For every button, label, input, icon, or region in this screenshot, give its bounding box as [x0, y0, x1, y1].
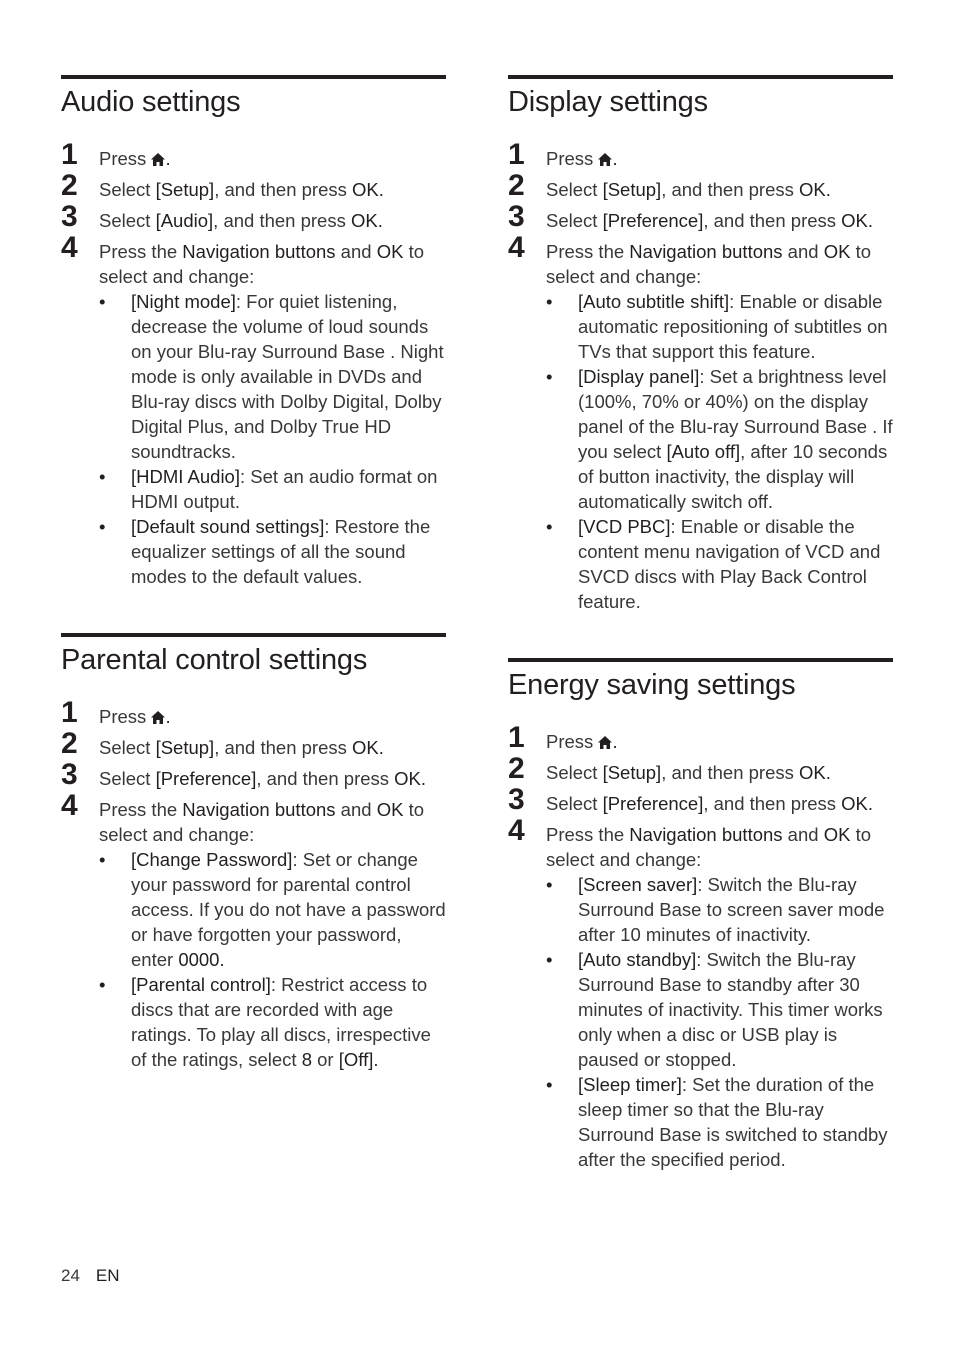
bullet: •	[99, 974, 106, 995]
option-sleep-timer: • [Sleep timer]: Set the duration of the sleep timer so that the Blu-ray Surround Base is switched to standby after the specified period.	[546, 1074, 888, 1170]
bullet: •	[99, 291, 106, 312]
home-icon	[598, 736, 612, 749]
section-title: Energy saving settings	[508, 669, 796, 701]
step-2: 2 Select [Setup], and then press OK.	[61, 727, 384, 760]
option-night-mode: • [Night mode]: For quiet listening, decrease the volume of loud sounds on your Blu-ray Surround Base . Night mode is only available in DVDs and Blu-ray discs with Dolby Digital, Dolby Digital Plus, and Dolby True HD soundtracks.	[99, 291, 444, 462]
step-1: 1 Press .	[61, 138, 171, 171]
audio-settings-section	[61, 75, 446, 595]
step-number: 3	[61, 200, 78, 233]
step-number: 1	[508, 721, 525, 754]
step-number: 4	[508, 231, 525, 264]
option-parental-control: • [Parental control]: Restrict access to discs that are recorded with age ratings. To play all discs, irrespective of the ratings, select 8 or [Off].	[99, 974, 431, 1070]
option-hdmi-audio: • [HDMI Audio]: Set an audio format on HDMI output.	[99, 466, 438, 512]
option-display-panel: • [Display panel]: Set a brightness level (100%, 70% or 40%) on the display panel of the Blu-ray Surround Base . If you select [Auto off], after 10 seconds of button inactivity, the display will automatically switch off.	[546, 366, 893, 512]
step-number: 2	[508, 169, 525, 202]
step-3: 3 Select [Preference], and then press OK.	[508, 783, 874, 816]
option-auto-subtitle-shift: • [Auto subtitle shift]: Enable or disable automatic repositioning of subtitles on TVs that support this feature.	[546, 291, 888, 362]
step-4: 4 Press the Navigation buttons and OK to select and change: • [Auto subtitle shift]: Enable or disable automatic repositioning of subtitles on TVs that support this feature. • [Display panel]: Set a brightness level (100%, 70% or 40%) on the display panel of the Blu-ray Surround Base . If you select [Auto off], after 10 seconds of button inactivity, the display will automatically switch off. • [VCD PBC]: Enable or disable the content menu navigation of VCD and SVCD discs with Play Back Control feature.	[508, 231, 893, 612]
options-list	[99, 289, 446, 589]
bullet: •	[546, 366, 553, 387]
step-number: 2	[61, 727, 78, 760]
step-number: 4	[61, 231, 78, 264]
step-number: 1	[61, 696, 78, 729]
bullet: •	[99, 516, 106, 537]
options-list	[546, 289, 893, 614]
step-number: 3	[508, 200, 525, 233]
step-2: 2 Select [Setup], and then press OK.	[508, 752, 831, 785]
energy-saving-section	[508, 658, 893, 1178]
steps-list	[61, 138, 446, 589]
option-auto-standby: • [Auto standby]: Switch the Blu-ray Surround Base to standby after 30 minutes of inactivity. This timer works only when a disc or USB play is paused or stopped.	[546, 949, 883, 1070]
option-screen-saver: • [Screen saver]: Switch the Blu-ray Surround Base to screen saver mode after 10 minutes of inactivity.	[546, 874, 885, 945]
step-2: 2 Select [Setup], and then press OK.	[61, 169, 384, 202]
step-3: 3 Select [Preference], and then press OK.	[61, 758, 427, 791]
steps-list	[508, 138, 893, 614]
parental-control-section	[61, 633, 446, 1078]
step-number: 4	[508, 814, 525, 847]
home-icon	[151, 153, 165, 166]
step-4: 4 Press the Navigation buttons and OK to select and change: • [Screen saver]: Switch the Blu-ray Surround Base to screen saver mode after 10 minutes of inactivity. • [Auto standby]: Switch the Blu-ray Surround Base to standby after 30 minutes of inactivity. This timer works only when a disc or USB play is paused or stopped. • [Sleep timer]: Set the duration of the sleep timer so that the Blu-ray Surround Base is switched to standby after the specified period.	[508, 822, 893, 1172]
options-list	[546, 872, 893, 1172]
bullet: •	[546, 949, 553, 970]
step-1: 1 Press .	[61, 696, 171, 729]
options-list	[99, 847, 446, 1072]
bullet: •	[546, 516, 553, 537]
step-number: 4	[61, 789, 78, 822]
step-number: 1	[508, 138, 525, 171]
step-3: 3 Select [Preference], and then press OK.	[508, 200, 874, 233]
section-title: Display settings	[508, 86, 708, 118]
option-vcd-pbc: • [VCD PBC]: Enable or disable the content menu navigation of VCD and SVCD discs with Play Back Control feature.	[546, 516, 881, 612]
language-code: EN	[95, 1266, 120, 1285]
step-1: 1 Press .	[508, 138, 618, 171]
step-3: 3 Select [Audio], and then press OK.	[61, 200, 383, 233]
bullet: •	[99, 466, 106, 487]
option-default-sound: • [Default sound settings]: Restore the equalizer settings of all the sound modes to the default values.	[99, 516, 431, 587]
step-number: 2	[508, 752, 525, 785]
bullet: •	[546, 291, 553, 312]
home-icon	[598, 153, 612, 166]
steps-list	[508, 721, 893, 1172]
step-4: 4 Press the Navigation buttons and OK to select and change: • [Change Password]: Set or change your password for parental control access. If you do not have a password or have forgotten your password, enter 0000. • [Parental control]: Restrict access to discs that are recorded with age ratings. To play all discs, irrespective of the ratings, select 8 or [Off].	[61, 789, 446, 1070]
step-2: 2 Select [Setup], and then press OK.	[508, 169, 831, 202]
home-icon	[151, 711, 165, 724]
step-4: 4 Press the Navigation buttons and OK to select and change: • [Night mode]: For quiet listening, decrease the volume of loud sounds on your Blu-ray Surround Base . Night mode is only available in DVDs and Blu-ray discs with Dolby Digital, Dolby Digital Plus, and Dolby True HD soundtracks. • [HDMI Audio]: Set an audio format on HDMI output. • [Default sound settings]: Restore the equalizer settings of all the sound modes to the default values.	[61, 239, 446, 589]
option-change-password: • [Change Password]: Set or change your password for parental control access. If you do not have a password or have forgotten your password, enter 0000.	[99, 849, 446, 970]
step-1: 1 Press .	[508, 721, 618, 754]
step-number: 3	[508, 783, 525, 816]
bullet: •	[99, 849, 106, 870]
step-number: 2	[61, 169, 78, 202]
section-title: Parental control settings	[61, 644, 368, 676]
bullet: •	[546, 874, 553, 895]
page-number: 24	[61, 1266, 80, 1285]
bullet: •	[546, 1074, 553, 1095]
step-number: 3	[61, 758, 78, 791]
page-footer	[61, 1266, 120, 1286]
step-number: 1	[61, 138, 78, 171]
section-title: Audio settings	[61, 86, 241, 118]
display-settings-section	[508, 75, 893, 620]
steps-list	[61, 696, 446, 1072]
